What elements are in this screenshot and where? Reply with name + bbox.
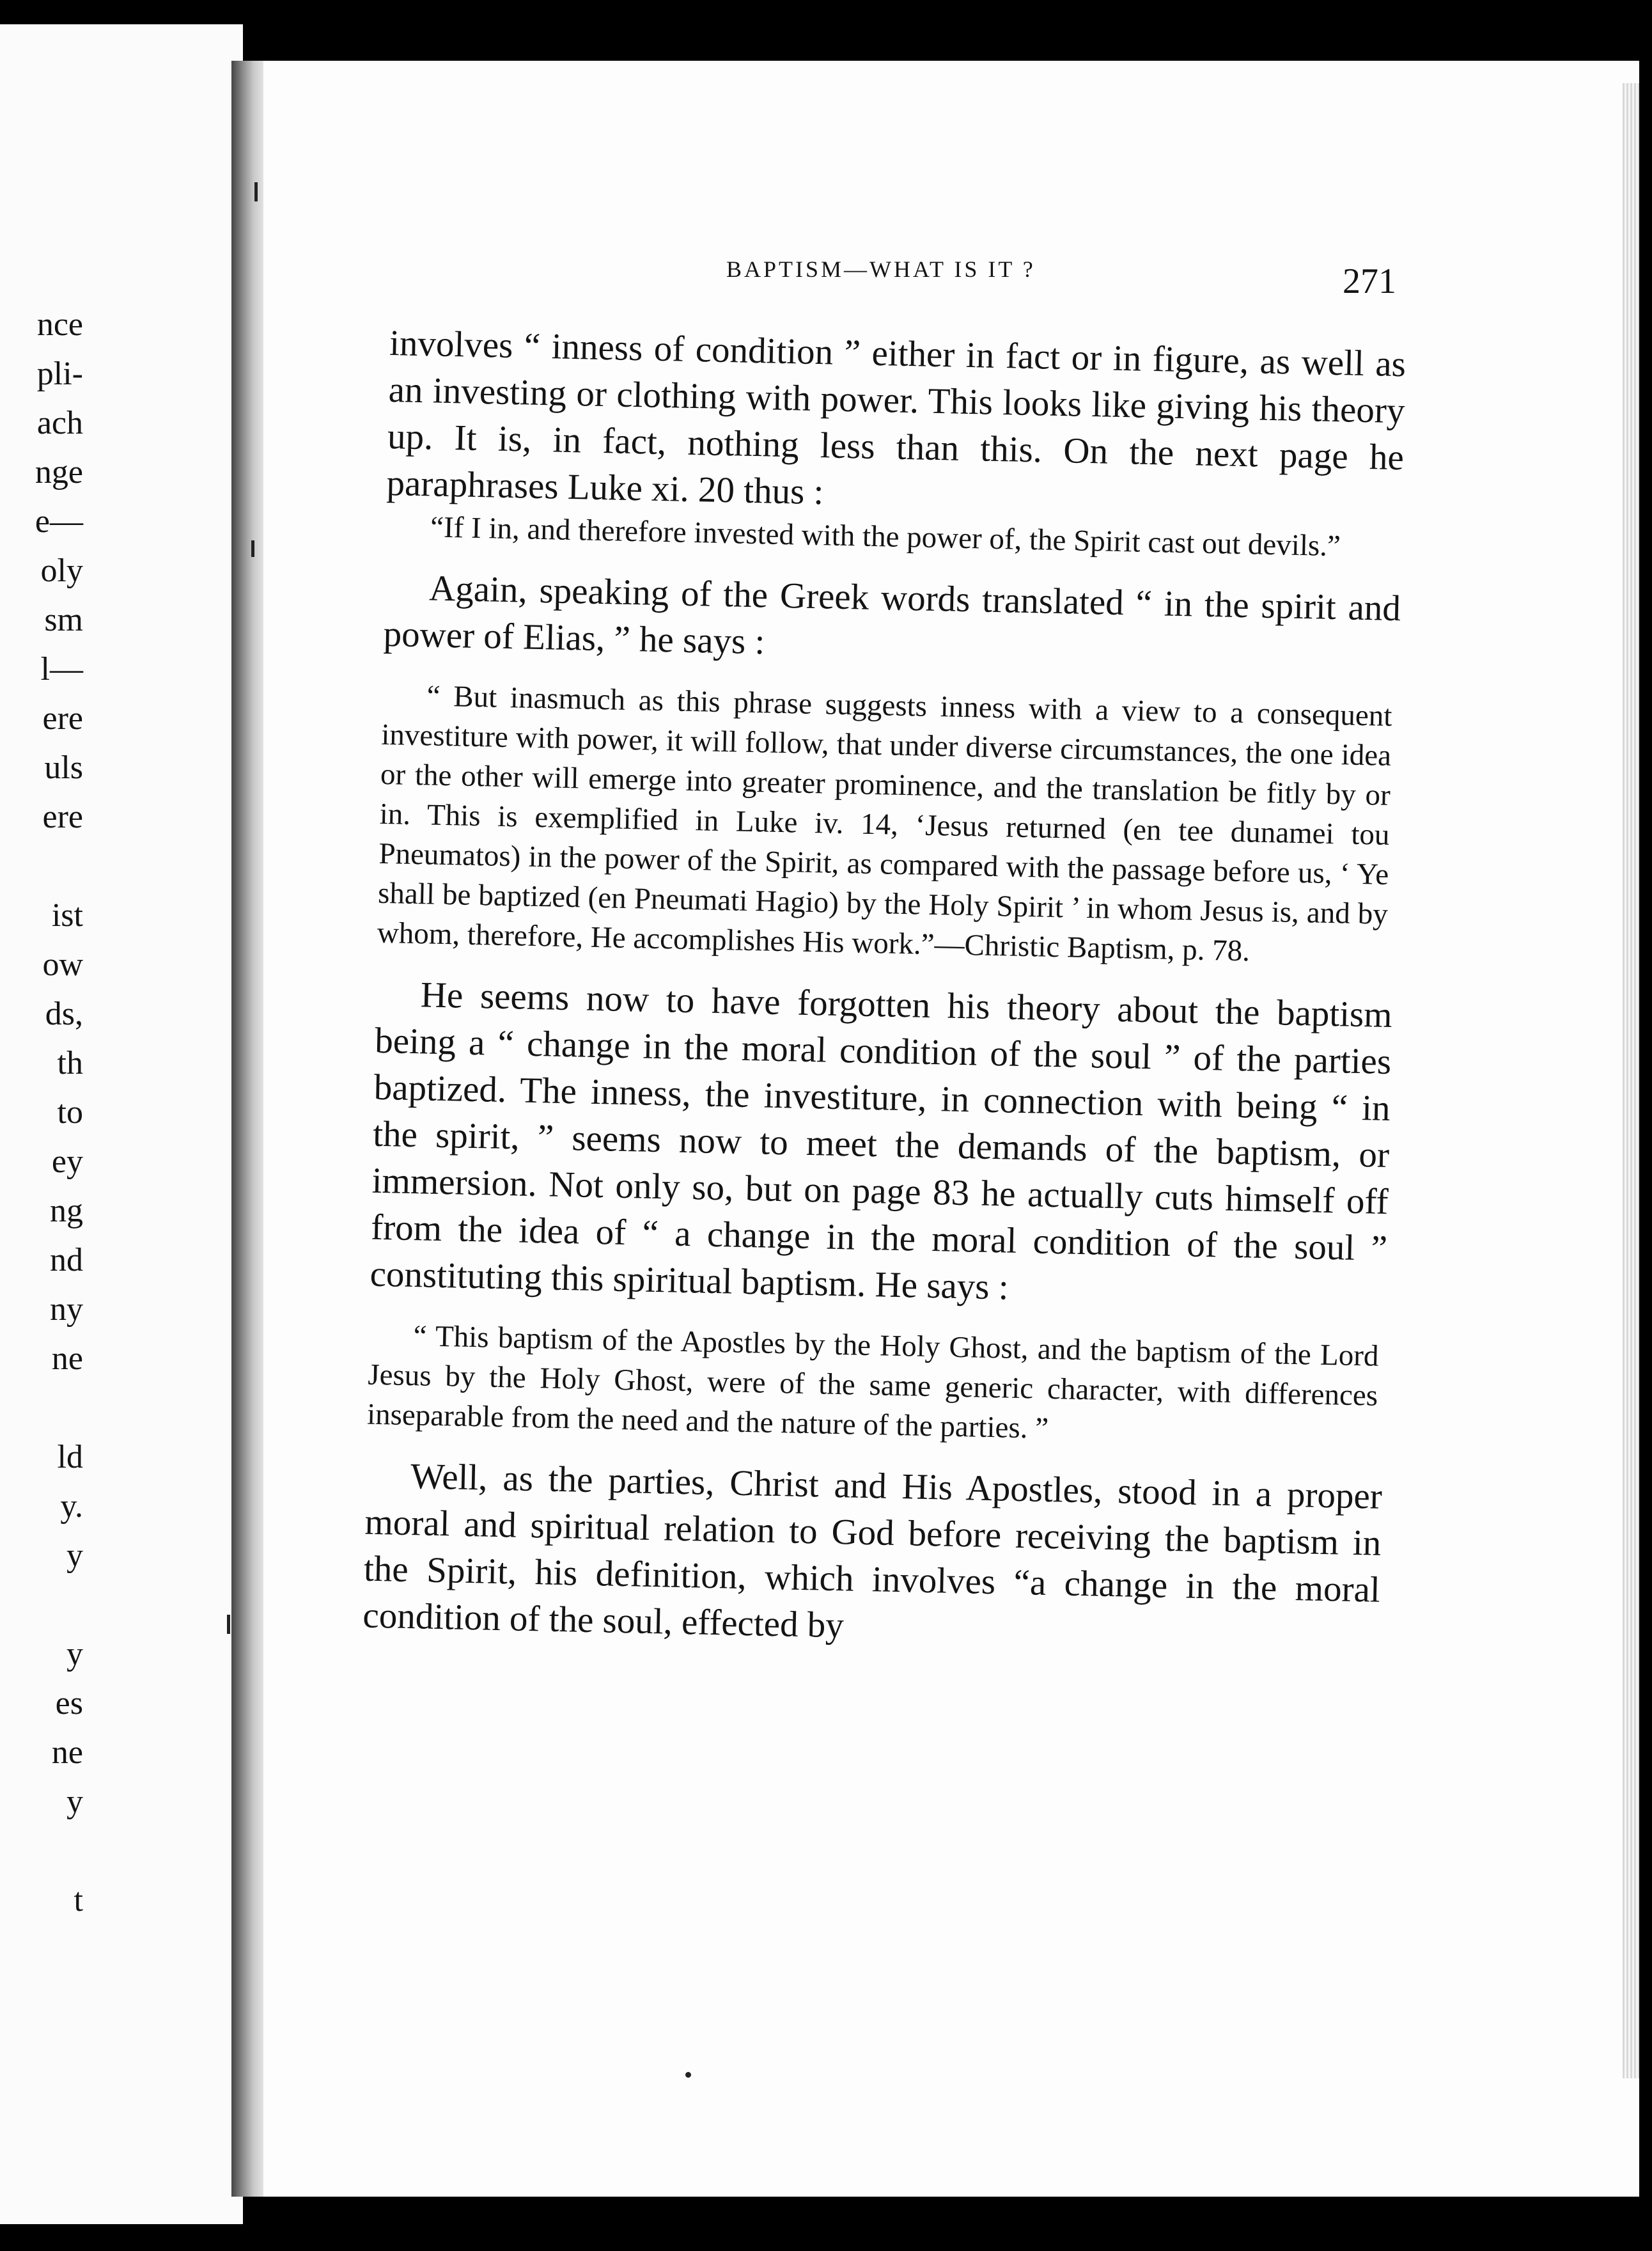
left-page-fragment: l— bbox=[40, 651, 83, 687]
left-page-fragment: uls bbox=[44, 749, 83, 786]
left-page-fragment: nge bbox=[35, 454, 83, 490]
left-page-fragment: es bbox=[55, 1685, 83, 1722]
margin-mark bbox=[251, 540, 254, 557]
running-header: BAPTISM—WHAT IS IT ? bbox=[726, 256, 1036, 282]
left-page-fragment: y bbox=[66, 1636, 83, 1672]
paragraph-3: He seems now to have forgotten his theory about the baptism being a “ change in the moral condition of the soul ” of the parties baptized. The inness, the investiture, in connection with being “ in the spirit, ” seems now to meet the demands of the baptism, or immersion. Not only so, but on page 83 he actually cuts himself off from the idea of “ a change in the moral condition of the soul ” constituting this spiritual baptism. He says : bbox=[370, 975, 1393, 1308]
page-number: 271 bbox=[1343, 262, 1396, 301]
quote-1: “If I in, and therefore invested with the power of, the Spirit cast out devils.” bbox=[430, 510, 1341, 563]
left-page-fragment: ist bbox=[51, 897, 83, 934]
quote-3: “ This baptism of the Apostles by the Holy Ghost, and the baptism of the Lord Jesus by the Holy Ghost, were of the same generic character, with differences inseparable from the need and the nature of the parties. ” bbox=[366, 1319, 1379, 1445]
margin-mark bbox=[227, 1615, 230, 1634]
page-edge bbox=[1623, 83, 1639, 2078]
margin-mark bbox=[254, 182, 258, 201]
page-text bbox=[362, 320, 1407, 1660]
quote-2: “ But inasmuch as this phrase suggests inness with a view to a consequent investiture with power, it will follow, that under diverse circumstances, the one idea or the other will emerge into greater prominence, and the translation be fitly by or in. This is exemplified in Luke iv. 14, ‘Jesus returned (en tee dunamei tou Pneumatos) in the power of the Spirit, as compared with the passage before us, ‘ Ye shall be baptized (en Pneumati Hagio) by the Holy Spirit ’ in whom Jesus is, and by whom, therefore, He accomplishes His work.”—Christic Baptism, p. 78. bbox=[377, 679, 1392, 968]
left-page-fragment: y bbox=[66, 1537, 83, 1574]
paragraph-1: involves “ inness of condition ” either in fact or in figure, as well as an investing or clothing with power. This looks like giving his theory up. It is, in fact, nothing less than this. On the next page he paraphrases Luke xi. 20 thus : bbox=[386, 322, 1407, 513]
left-page-fragment: ere bbox=[42, 700, 83, 737]
paragraph-4: Well, as the parties, Christ and His Apostles, stood in a proper moral and spiritual relation to God before receiving the baptism in the Spirit, his definition, which involves “a change in the moral condition of the soul, effected by bbox=[362, 1456, 1383, 1646]
left-page bbox=[0, 24, 243, 2224]
left-page-fragment: sm bbox=[44, 602, 83, 638]
left-page-fragment: e— bbox=[35, 503, 83, 540]
left-page-fragment: ne bbox=[51, 1734, 83, 1771]
left-page-fragment: ld bbox=[57, 1439, 83, 1475]
left-page-fragment: ne bbox=[51, 1340, 83, 1377]
left-page-fragment: ng bbox=[50, 1193, 83, 1229]
left-page-fragment: ach bbox=[36, 405, 83, 441]
left-page-fragment: to bbox=[57, 1094, 83, 1131]
left-page-fragment: nce bbox=[36, 306, 83, 343]
left-page-fragment: ds, bbox=[45, 996, 83, 1032]
left-page-fragment: nd bbox=[50, 1242, 83, 1278]
left-page-fragment: oly bbox=[40, 553, 83, 589]
left-page-fragment: y bbox=[66, 1784, 83, 1820]
stray-mark bbox=[685, 2072, 691, 2078]
left-page-fragment: t bbox=[74, 1882, 83, 1918]
left-page-fragment: ow bbox=[42, 946, 83, 983]
left-page-fragment: ere bbox=[42, 799, 83, 835]
left-page-fragment: th bbox=[57, 1045, 83, 1081]
left-page-fragment: ny bbox=[50, 1291, 83, 1328]
left-page-fragment: ey bbox=[51, 1143, 83, 1180]
paragraph-2: Again, speaking of the Greek words translated “ in the spirit and power of Elias, ” he says : bbox=[383, 568, 1401, 663]
left-page-fragment: pli- bbox=[36, 356, 83, 392]
left-page-fragment: y. bbox=[60, 1488, 83, 1525]
